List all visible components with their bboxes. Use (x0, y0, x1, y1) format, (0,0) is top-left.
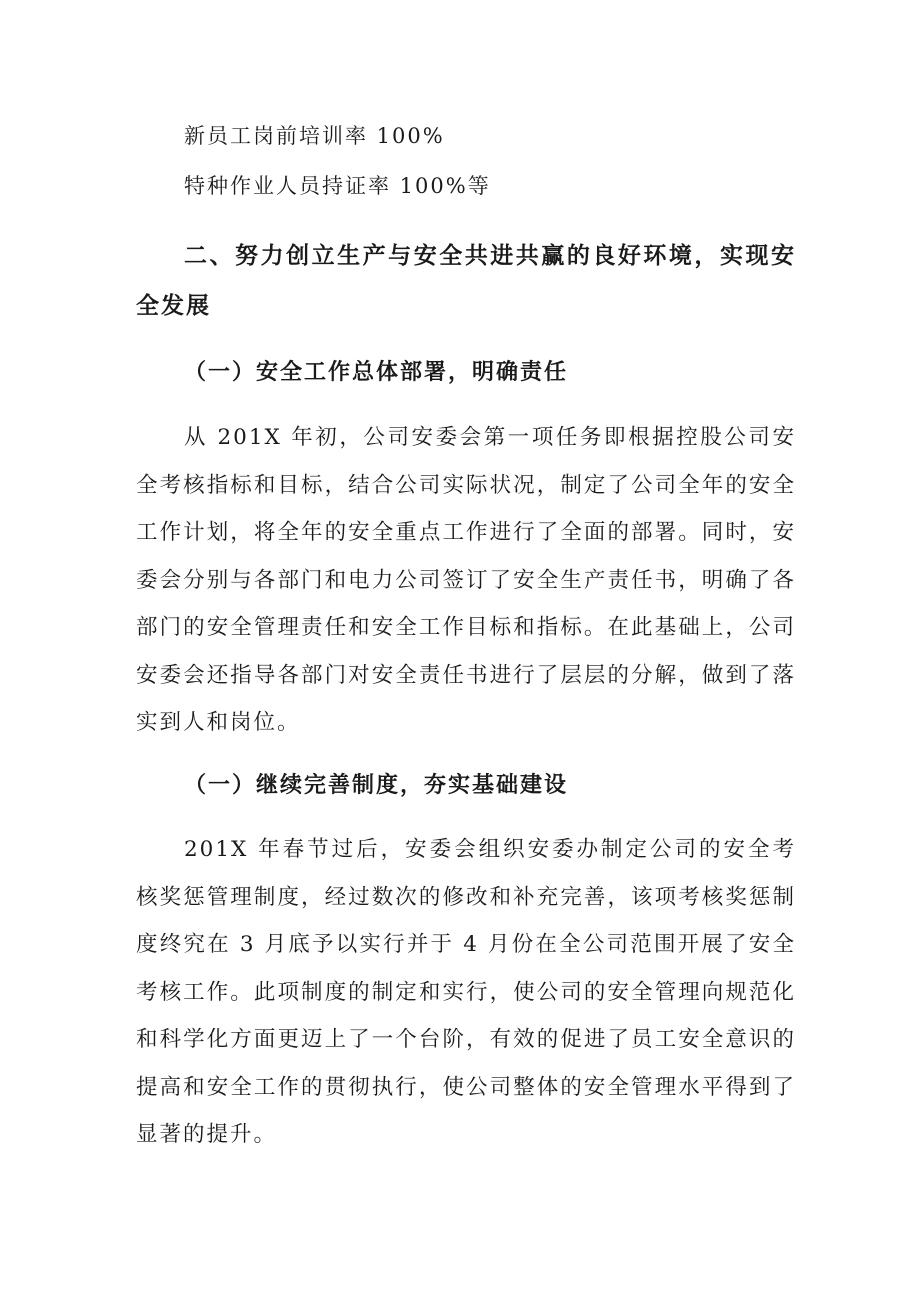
paragraph-system: 201X 年春节过后，安委会组织安委办制定公司的安全考核奖惩管理制度，经过数次的修改和补充完善，该项考核奖惩制度终究在 3 月底予以实行并于 4 月份在全公司范围开展了安全考核工作。此项制度的制定和实行，使公司的安全管理向规范化和科学化方面更迈上了一个台阶，有效的促进了员工安全意识的提高和安全工作的贯彻执行，使公司整体的安全管理水平得到了显著的提升。 (136, 837, 796, 1147)
section-heading: 二、努力创立生产与安全共进共赢的良好环境，实现安全发展 (136, 242, 796, 319)
paragraph-responsibility: 从 201X 年初，公司安委会第一项任务即根据控股公司安全考核指标和目标，结合公司实际状况，制定了公司全年的安全工作计划，将全年的安全重点工作进行了全面的部署。同时，安委会分别与各部门和电力公司签订了安全生产责任书，明确了各部门的安全管理责任和安全工作目标和指标。在此基础上，公司安委会还指导各部门对安全责任书进行了层层的分解，做到了落实到人和岗位。 (136, 425, 796, 735)
list-item-training-rate: 新员工岗前培训率 100% (184, 124, 445, 148)
subsection-heading-responsibility: （一）安全工作总体部署，明确责任 (184, 359, 569, 385)
list-item-certification-rate: 特种作业人员持证率 100%等 (184, 174, 491, 198)
subsection-heading-system: （一）继续完善制度，夯实基础建设 (184, 772, 569, 798)
